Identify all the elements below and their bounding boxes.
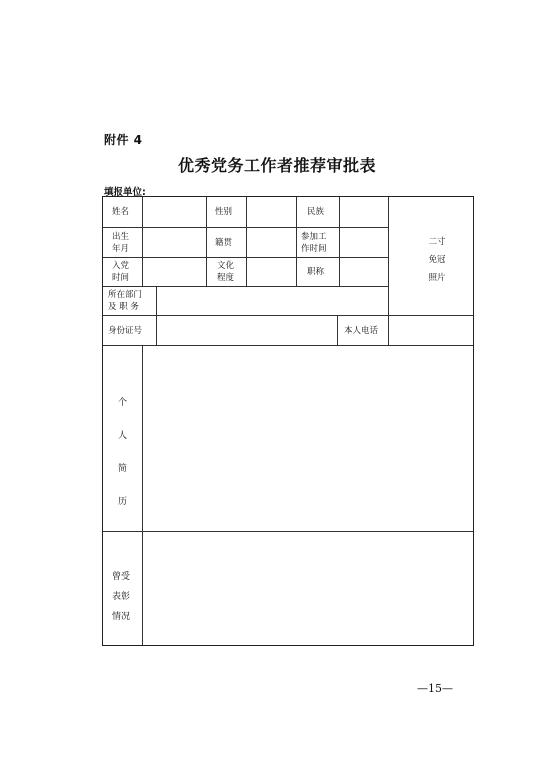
party-label-line-1: 入党 [112,261,130,271]
approval-form-table [102,196,474,646]
photo-label-line-3: 照片 [428,273,446,283]
annex-label: 附件 4 [104,133,143,147]
resume-char-3: 简 [118,464,128,474]
work-label-line-2: 作时间 [301,244,327,254]
native-label: 籍贯 [215,238,233,248]
work-label-line-1: 参加工 [301,232,327,242]
education-field[interactable] [247,258,295,285]
party-join-label [112,260,129,284]
photo-label-line-1: 二寸 [428,237,446,247]
ethnicity-field[interactable] [340,198,387,226]
resume-char-1: 个 [118,398,128,408]
page-number: —15— [417,682,453,695]
col-line-a [206,197,207,286]
job-title-label: 职称 [307,267,325,277]
work-start-label [301,231,327,255]
birth-label-line-1: 出生 [112,232,130,242]
party-join-field[interactable] [143,258,205,285]
fill-unit-label: 填报单位: [104,187,146,198]
gender-label: 性别 [215,207,233,217]
resume-label [118,387,130,519]
honors-field[interactable] [143,532,473,644]
photo-label-line-2: 免冠 [428,255,446,265]
honor-label-line-2: 表彰 [112,592,131,602]
edu-label-line-2: 程度 [217,273,235,283]
birth-label-line-2: 年月 [112,244,130,254]
dept-label-line-2: 及 职 务 [108,302,139,312]
honor-label-line-3: 情况 [112,612,131,622]
education-label [217,260,234,284]
photo-placeholder [417,233,457,287]
id-number-field[interactable] [157,316,336,344]
honors-label [112,567,130,627]
job-title-field[interactable] [340,258,387,285]
phone-field[interactable] [389,316,473,344]
work-start-field[interactable] [340,228,387,256]
native-field[interactable] [247,228,295,256]
resume-field[interactable] [143,346,473,530]
gender-field[interactable] [247,198,295,226]
phone-label: 本人电话 [344,326,379,336]
dept-position-label [108,289,142,313]
honor-label-line-1: 曾受 [112,572,131,582]
dept-label-line-1: 所在部门 [108,290,143,300]
resume-char-2: 人 [118,431,128,441]
name-field[interactable] [143,198,205,226]
birth-label [112,231,129,255]
ethnicity-label: 民族 [307,207,325,217]
edu-label-line-1: 文化 [217,261,235,271]
id-number-label: 身份证号 [108,326,143,336]
name-label: 姓名 [112,207,130,217]
party-label-line-2: 时间 [112,273,130,283]
dept-position-field[interactable] [157,287,387,314]
col-line-photo [388,197,389,315]
birth-field[interactable] [143,228,205,256]
col-line-phone-l [337,315,338,345]
form-title: 优秀党务工作者推荐审批表 [177,156,376,175]
col-line-c [296,197,297,286]
resume-char-4: 历 [118,497,128,507]
